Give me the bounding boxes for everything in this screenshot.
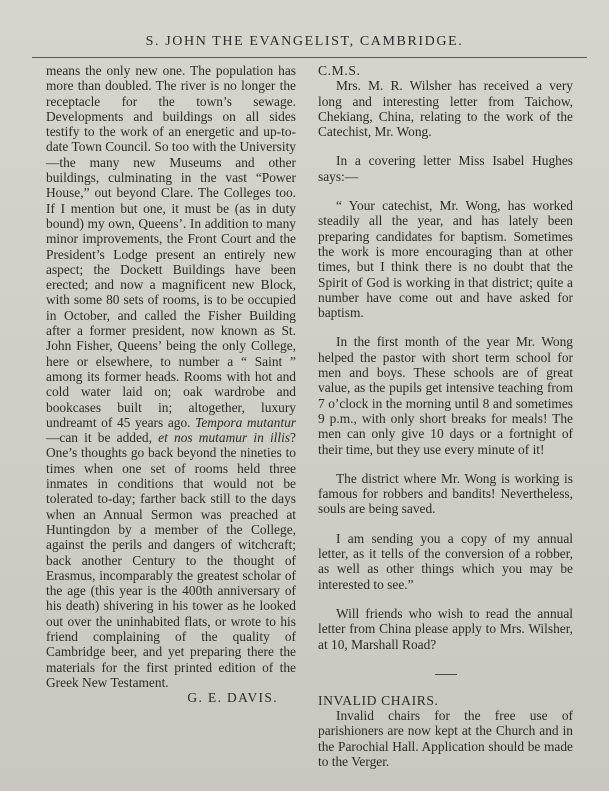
cms-section-title: C.M.S. bbox=[318, 63, 361, 78]
page-header: S. JOHN THE EVANGELIST, CAMBRIDGE. bbox=[145, 34, 464, 49]
author-signature: G. E. DAVIS. bbox=[187, 690, 278, 706]
cms-letter-quote: “ Your catechist, Mr. Wong, has worked steadily all the year, and has lately been preparing candidates for baptism. Sometimes the work is more encouraging than at other times, but I think there is no doubt that the Spirit of God is working in that district; quite a number have come out and have asked for baptism. bbox=[318, 198, 573, 321]
cms-letter-quote: The district where Mr. Wong is working is famous for robbers and bandits! Nevertheless, souls are being saved. bbox=[318, 470, 573, 517]
header-rule bbox=[32, 57, 587, 58]
article-paragraph: means the only new one. The population has more than doubled. The river is no longer the receptacle for the town’s sewage. Developments and buildings on all sides testify to the work of an energetic and up-to-date Town Council. So too with the University—the many new Museums and other buildings, culminating in the vast “Power House,” out beyond Clare. The Colleges too. If I mention but one, it must be (as in duty bound) my own, Queens’. In addition to many minor improvements, the Front Court and the President’s Lodge present an entirely new aspect; the Dockett Buildings have been erected; and now a magnificent new Block, with some 80 sets of rooms, is to be occupied in October, and called the Fisher Building after a former president, now known as St. John Fisher, Queens’ being the only College, here or elsewhere, to number a “ Saint ” among its former heads. Rooms with hot and cold water laid on; oak wardrobe and bookcases built in; altogether, luxury undreamt of 45 years ago. Tempora mutantur—can it be added, et nos mutamur in illis? One’s thoughts go back beyond the nineties to times when one set of rooms held three inmates in conditions that would not be tolerated to-day; farther back still to the days when an Annual Sermon was preached at Huntingdon by a member of the College, against the perils and dangers of witchcraft; back another Century to the thought of Erasmus, incomparably the greatest scholar of the age (this year is the 400th anniversary of his death) shivering in his tower as he looked out over the uninhabited flats, or wrote to his friend complaining of the quality of Cambridge beer, and yet preparing there the materials for the first printed edition of the Greek New Testament. bbox=[46, 63, 296, 690]
cms-letter-quote: In the first month of the year Mr. Wong helped the pastor with short term school for men and boys. These schools are of great value, as the pupils get intensive teaching from 7 o’clock in the morning until 8 and sometimes 9 p.m., with only short breaks for meals! The men can only give 10 days or a fortnight of their time, but they use every minute of it! bbox=[318, 334, 573, 457]
section-divider bbox=[435, 674, 457, 675]
cms-letter-quote: I am sending you a copy of my annual letter, as it tells of the conversion of a robber, as well as other things which you may be interested to see.” bbox=[318, 530, 573, 592]
cms-paragraph: In a covering letter Miss Isabel Hughes says:— bbox=[318, 153, 573, 184]
cms-paragraph: Will friends who wish to read the annual letter from China please apply to Mrs. Wilsher, at 10, Marshall Road? bbox=[318, 605, 573, 652]
right-column bbox=[318, 63, 573, 769]
invalid-chairs-title: INVALID CHAIRS. bbox=[318, 692, 439, 708]
latin-phrase: Tempora mutantur bbox=[195, 414, 296, 430]
left-column bbox=[46, 63, 296, 705]
latin-phrase: et nos mutamur in illis bbox=[158, 430, 291, 446]
cms-paragraph: Mrs. M. R. Wilsher has received a very long and interesting letter from Taichow, Chekiang, China, relating to the work of the Catechist, Mr. Wong. bbox=[318, 78, 573, 140]
invalid-chairs-paragraph: Invalid chairs for the free use of parishioners are now kept at the Church and in the Parochial Hall. Application should be made to the Verger. bbox=[318, 708, 573, 769]
